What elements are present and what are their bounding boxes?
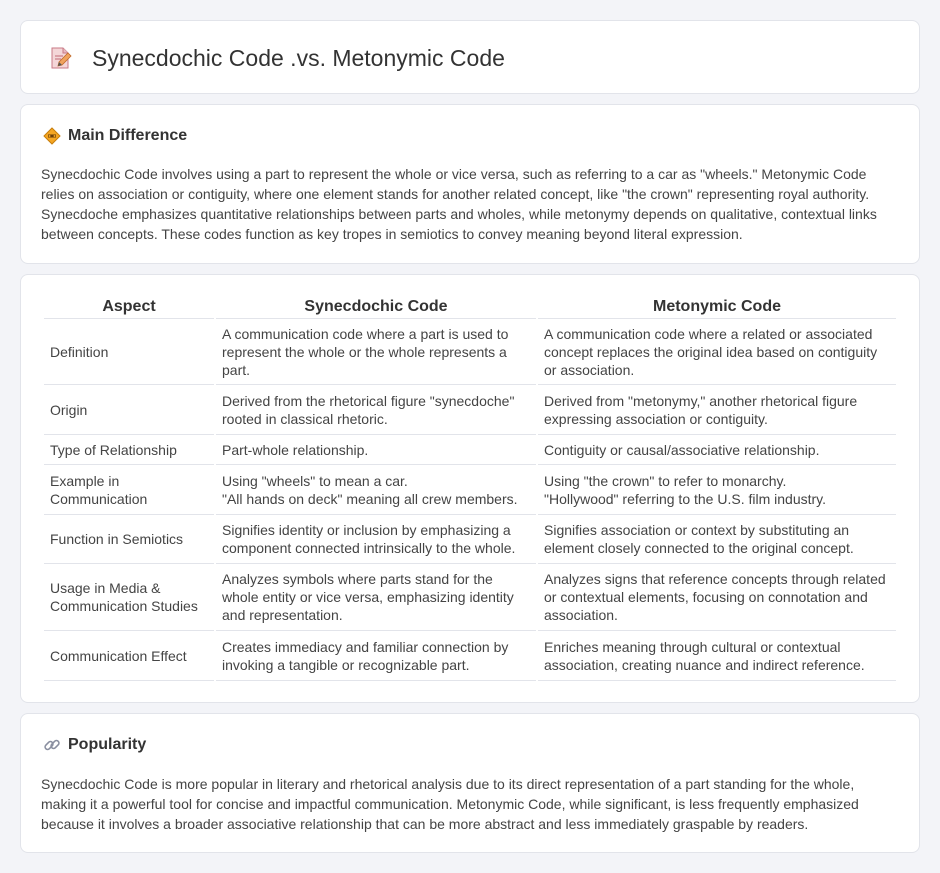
popularity-section <box>20 713 920 853</box>
table-row <box>44 435 896 465</box>
header-metonymic: Metonymic Code <box>538 295 896 319</box>
table-row <box>44 515 896 564</box>
cell-synecdochic: A communication code where a part is used to represent the whole or the whole represents a part. <box>216 319 536 385</box>
table-row <box>44 465 896 515</box>
cell-aspect: Function in Semiotics <box>44 515 214 564</box>
cell-synecdochic: Analyzes symbols where parts stand for the whole entity or vice versa, emphasizing identity and representation. <box>216 564 536 631</box>
cell-metonymic: Contiguity or causal/associative relationship. <box>538 435 896 465</box>
section-heading: Main Difference <box>68 127 188 144</box>
cell-aspect: Usage in Media & Communication Studies <box>44 564 214 631</box>
page-title: Synecdochic Code .vs. Metonymic Code <box>92 45 505 71</box>
main-difference-text: Synecdochic Code involves using a part to represent the whole or vice versa, such as referring to a car as "wheels." Metonymic Code relies on association or contiguity, where one element stands for another related concept, like "the crown" representing royal authority. Synecdoche emphasizes quantitative relationships between parts and wholes, while metonymy depends on qualitative, contextual links between concepts. These codes function as key tropes in semiotics to convey meaning beyond literal expression. <box>41 166 877 242</box>
table-row <box>44 385 896 435</box>
section-heading: Popularity <box>68 736 147 753</box>
title-card <box>20 20 920 94</box>
popularity-text: Synecdochic Code is more popular in literary and rhetorical analysis due to its direct representation of a part standing for the whole, making it a powerful tool for concise and impactful communication. Metonymic Code, while significant, is less frequently emphasized because it involves a broader associative relationship that can be more abstract and less immediately graspable by readers. <box>41 776 859 832</box>
comparison-section <box>20 274 920 703</box>
document-edit-icon <box>47 45 73 71</box>
cell-synecdochic: Creates immediacy and familiar connection by invoking a tangible or recognizable part. <box>216 631 536 681</box>
table-row <box>44 319 896 385</box>
header-synecdochic: Synecdochic Code <box>216 295 536 319</box>
cell-aspect: Type of Relationship <box>44 435 214 465</box>
cell-metonymic: A communication code where a related or associated concept replaces the original idea based on contiguity or association. <box>538 319 896 385</box>
link-icon <box>43 736 61 754</box>
cell-aspect: Origin <box>44 385 214 435</box>
comparison-table <box>42 295 898 681</box>
cell-metonymic: Using "the crown" to refer to monarchy. "Hollywood" referring to the U.S. film industry. <box>538 465 896 515</box>
cell-aspect: Example in Communication <box>44 465 214 515</box>
main-difference-section <box>20 104 920 264</box>
table-header-row <box>44 295 896 319</box>
cell-metonymic: Analyzes signs that reference concepts through related or contextual elements, focusing on connotation and association. <box>538 564 896 631</box>
cell-aspect: Definition <box>44 319 214 385</box>
cell-metonymic: Signifies association or context by substituting an element closely connected to the original concept. <box>538 515 896 564</box>
main-difference-header <box>43 126 187 146</box>
cell-aspect: Communication Effect <box>44 631 214 681</box>
cell-synecdochic: Part-whole relationship. <box>216 435 536 465</box>
cell-metonymic: Enriches meaning through cultural or contextual association, creating nuance and indirect reference. <box>538 631 896 681</box>
diamond-sign-icon <box>43 127 61 145</box>
table-row <box>44 631 896 681</box>
table-row <box>44 564 896 631</box>
header-aspect: Aspect <box>44 295 214 319</box>
cell-synecdochic: Signifies identity or inclusion by emphasizing a component connected intrinsically to the whole. <box>216 515 536 564</box>
popularity-header <box>43 735 146 755</box>
cell-metonymic: Derived from "metonymy," another rhetorical figure expressing association or contiguity. <box>538 385 896 435</box>
cell-synecdochic: Using "wheels" to mean a car. "All hands on deck" meaning all crew members. <box>216 465 536 515</box>
cell-synecdochic: Derived from the rhetorical figure "synecdoche" rooted in classical rhetoric. <box>216 385 536 435</box>
